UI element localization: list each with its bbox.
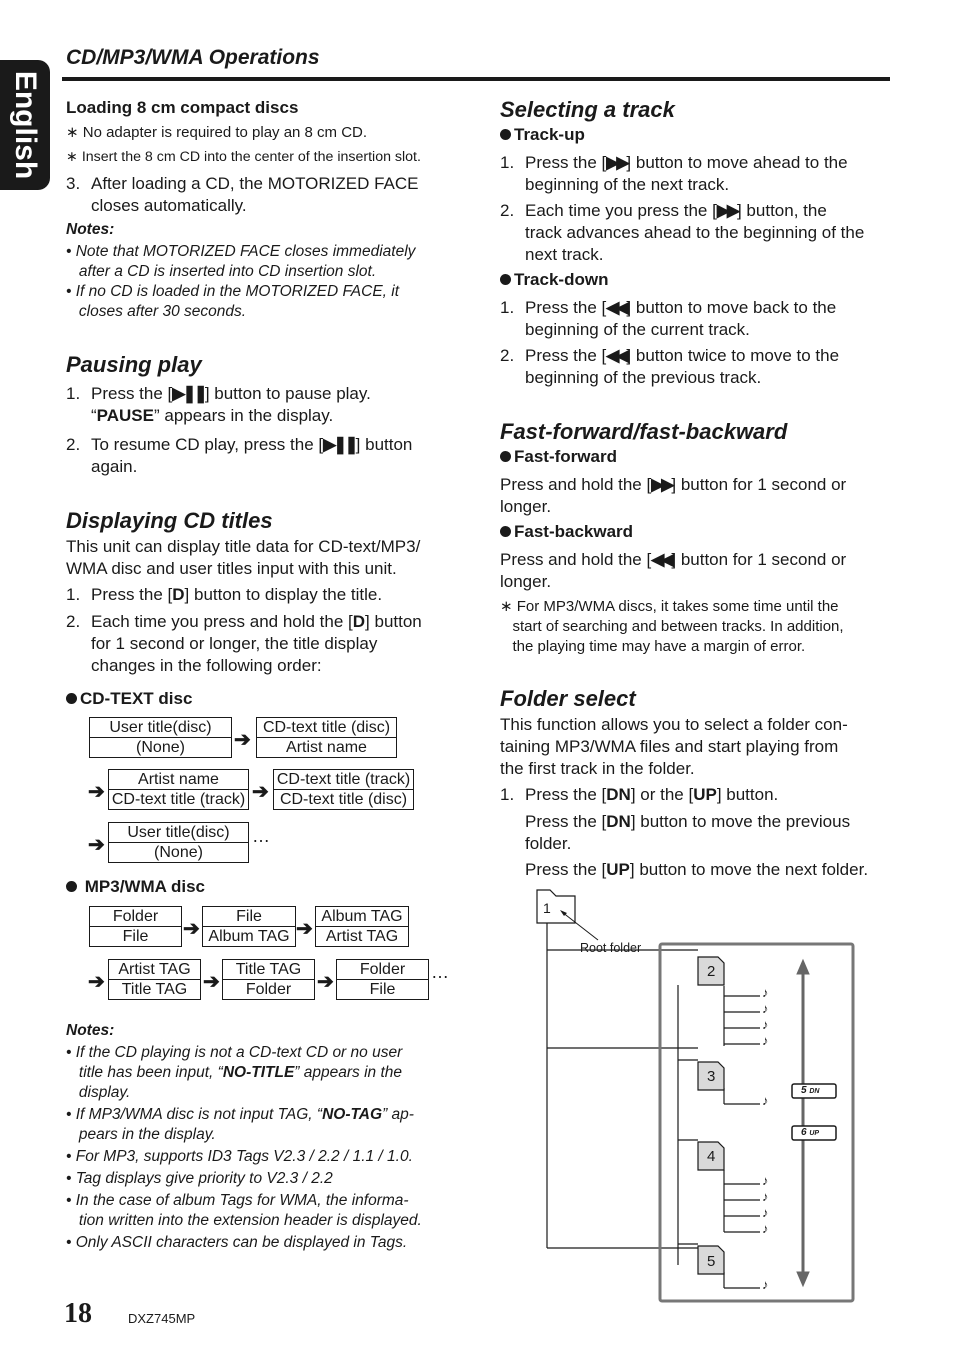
flow-ellipsis: … xyxy=(431,962,449,982)
play-pause-icon: ▶❚❚ xyxy=(323,435,356,454)
fb-text: Press and hold the [◀◀] button for 1 second or longer. xyxy=(500,550,847,591)
notes2-label: Notes: xyxy=(66,1022,115,1039)
flow-arrow: ➔ xyxy=(183,918,200,940)
music-file-icons: ♪ ♪ ♪ ♪ xyxy=(762,1173,769,1236)
notes2-list: • If the CD playing is not a CD-text CD or no user title has been input, “NO-TITLE” appears in the display. • If MP3/WMA disc is not input TAG, “NO-TAG” ap- pears in the display. • For MP3, supports ID3 Tags V2.3 / 2.2 / 1.1 / 1.0. • Tag displays give priority to V2.3 / 2.2 • In the case of album Tags for WMA, the informa- tion written into the extension header is displayed. • Only ASCII characters can be displayed in Tags. xyxy=(66,1044,422,1251)
folder-dn-text: Press the [DN] button to move the previous folder. xyxy=(525,812,851,853)
mp3-label: MP3/WMA disc xyxy=(66,877,205,897)
loading-notes-label: Notes: xyxy=(66,221,115,238)
header-rule xyxy=(62,77,890,81)
prev-track-icon: ◀◀ xyxy=(651,550,672,569)
prev-track-icon: ◀◀ xyxy=(606,298,627,317)
flow-arrow: ➔ xyxy=(317,971,334,993)
music-file-icon: ♪ xyxy=(762,1277,769,1292)
titles-heading: Displaying CD titles xyxy=(66,508,273,533)
music-file-icons: ♪ ♪ ♪ ♪ xyxy=(762,985,769,1048)
ff-label: Fast-forward xyxy=(500,447,617,467)
track-up-step-2: 2. Each time you press the [▶▶] button, the track advances ahead to the beginning of the next track. xyxy=(500,201,865,264)
flow-arrow: ➔ xyxy=(88,971,105,993)
loading-notes: • Note that MOTORIZED FACE closes immediately after a CD is inserted into CD insertion slot. • If no CD is loaded in the MOTORIZED FACE, it closes after 30 seconds. xyxy=(66,243,416,320)
folder-step-1: 1. Press the [DN] or the [UP] button. xyxy=(500,785,779,804)
next-track-icon: ▶▶ xyxy=(716,201,737,220)
loading-heading: Loading 8 cm compact discs xyxy=(66,98,299,117)
folder-intro: This function allows you to select a folder con- taining MP3/WMA files and start playing from the first track in the folder. xyxy=(500,715,848,778)
track-heading: Selecting a track xyxy=(500,97,675,122)
dn-button-label: 5 DN xyxy=(801,1085,820,1096)
root-folder-number: 1 xyxy=(543,900,551,916)
folder-5-label: 5 xyxy=(707,1253,716,1270)
cdtext-box-2: CD-text title (disc) Artist name xyxy=(256,717,397,758)
prev-track-icon: ◀◀ xyxy=(606,346,627,365)
mp3-box-6: Folder File xyxy=(336,959,429,1000)
track-down-label: Track-down xyxy=(500,270,608,290)
pausing-step-2: 2. To resume CD play, press the [▶❚❚] button again. xyxy=(66,435,413,476)
flow-arrow: ➔ xyxy=(234,729,251,751)
flow-arrow: ➔ xyxy=(252,781,269,803)
flow-arrow: ➔ xyxy=(203,971,220,993)
page-number: 18 xyxy=(64,1298,92,1329)
play-pause-icon: ▶❚❚ xyxy=(172,384,205,403)
language-tab xyxy=(0,60,50,190)
loading-note-1: ∗ No adapter is required to play an 8 cm CD. xyxy=(66,124,368,141)
flow-arrow: ➔ xyxy=(88,781,105,803)
ff-text: Press and hold the [▶▶] button for 1 second or longer. xyxy=(500,475,847,516)
mp3-box-3: Album TAG Artist TAG xyxy=(315,906,409,947)
flow-ellipsis: … xyxy=(252,826,270,846)
track-down-step-1: 1. Press the [◀◀] button to move back to the beginning of the current track. xyxy=(500,298,837,339)
track-up-step-1: 1. Press the [▶▶] button to move ahead to the beginning of the next track. xyxy=(500,153,848,194)
titles-step-1: 1. Press the [D] button to display the title. xyxy=(66,585,383,604)
flow-arrow: ➔ xyxy=(88,834,105,856)
language-tab-label: English xyxy=(9,70,42,180)
folder-4-label: 4 xyxy=(707,1148,716,1165)
folder-up-text: Press the [UP] button to move the next folder. xyxy=(525,860,869,879)
pausing-heading: Pausing play xyxy=(66,352,202,377)
model-number: DXZ745MP xyxy=(128,1311,196,1326)
next-track-icon: ▶▶ xyxy=(606,153,627,172)
mp3-box-4: Artist TAG Title TAG xyxy=(108,959,201,1000)
titles-step-2: 2. Each time you press and hold the [D] button for 1 second or longer, the title display changes in the following order: xyxy=(66,612,422,675)
folder-heading: Folder select xyxy=(500,686,636,711)
fb-label: Fast-backward xyxy=(500,522,633,542)
folder-3-label: 3 xyxy=(707,1068,716,1085)
cdtext-box-5: User title(disc) (None) xyxy=(108,822,249,863)
up-button-label: 6 UP xyxy=(801,1127,820,1138)
pausing-step-1: 1. Press the [▶❚❚] button to pause play. “PAUSE” appears in the display. xyxy=(66,384,371,425)
ff-note: ∗ For MP3/WMA discs, it takes some time until the start of searching and between tracks. In addition, the playing time may have a margin of error. xyxy=(500,598,844,655)
cdtext-box-4: CD-text title (track) CD-text title (disc) xyxy=(273,769,414,810)
cdtext-box-3: Artist name CD-text title (track) xyxy=(108,769,249,810)
music-file-icon: ♪ xyxy=(762,1093,769,1108)
track-down-step-2: 2. Press the [◀◀] button twice to move to the beginning of the previous track. xyxy=(500,346,840,387)
mp3-box-5: Title TAG Folder xyxy=(222,959,315,1000)
track-up-label: Track-up xyxy=(500,125,585,145)
mp3-box-1: Folder File xyxy=(89,906,182,947)
folder-2-label: 2 xyxy=(707,963,716,980)
root-folder-label: Root folder xyxy=(580,941,642,955)
flow-arrow: ➔ xyxy=(296,918,313,940)
mp3-box-2: File Album TAG xyxy=(202,906,296,947)
cdtext-box-1: User title(disc) (None) xyxy=(89,717,232,758)
section-title: CD/MP3/WMA Operations xyxy=(66,46,320,69)
cdtext-label: CD-TEXT disc xyxy=(66,689,192,709)
titles-intro: This unit can display title data for CD-text/MP3/ WMA disc and user titles input with this unit. xyxy=(66,537,421,578)
ff-heading: Fast-forward/fast-backward xyxy=(500,419,788,444)
next-track-icon: ▶▶ xyxy=(651,475,672,494)
loading-note-2: ∗ Insert the 8 cm CD into the center of the insertion slot. xyxy=(66,149,421,165)
